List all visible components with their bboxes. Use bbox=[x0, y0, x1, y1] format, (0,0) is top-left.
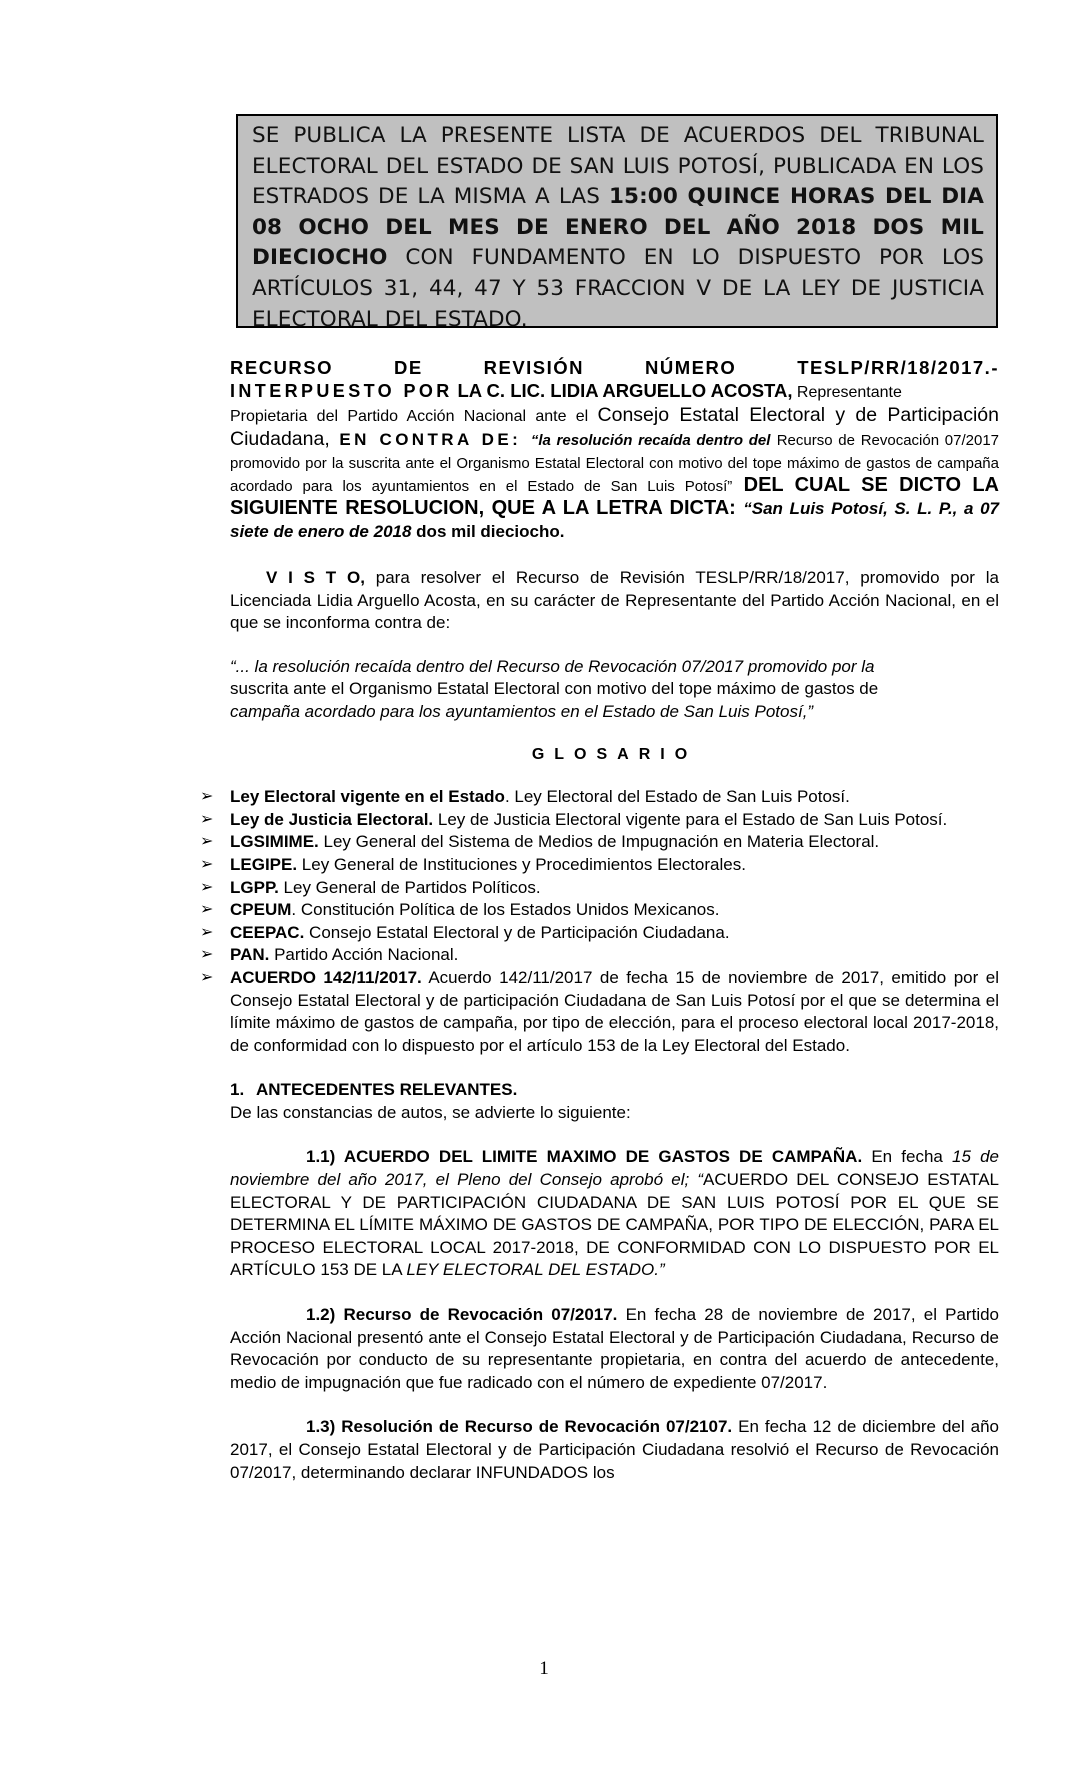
glossary-list bbox=[200, 786, 999, 1057]
publication-notice-box bbox=[236, 114, 998, 332]
antecedent-title: 1.3) Resolución de Recurso de Revocación 07/2107. bbox=[306, 1417, 733, 1437]
glossary-item bbox=[200, 967, 999, 1057]
arrow-bullet-icon: ➢ bbox=[200, 788, 214, 806]
representative-name: LA C. LIC. LIDIA ARGUELLO ACOSTA, bbox=[457, 380, 793, 401]
caption-word: REVISIÓN bbox=[483, 357, 585, 378]
glossary-definition: Ley General de Instituciones y Procedimientos Electorales. bbox=[297, 854, 746, 874]
glossary-term: LGSIMIME. bbox=[230, 832, 319, 852]
representative-role-cont: Propietaria del Partido Acción Nacional ante el bbox=[230, 408, 598, 425]
arrow-bullet-icon: ➢ bbox=[200, 833, 214, 851]
glossary-term: PAN. bbox=[230, 945, 270, 965]
interpuesto-label: INTERPUESTO POR bbox=[230, 381, 453, 401]
case-number-line bbox=[230, 356, 999, 379]
visto-text: para resolver el Recurso de Revisión TESLP/RR/18/2017, promovido por la Licenciada Lidia Arguello Acosta, en su carácter de Representante del Partido Acción Nacional, en el que se inconforma contra de: bbox=[230, 568, 999, 633]
notice-date-bold: 15:00 QUINCE HORAS DEL DIA 08 OCHO DEL MES DE ENERO DEL AÑO 2018 DOS MIL DIECIOCHO bbox=[252, 184, 985, 271]
antecedent-title: 1.2) Recurso de Revocación 07/2017. bbox=[306, 1305, 618, 1325]
glossary-item bbox=[200, 809, 999, 832]
section-title: ANTECEDENTES RELEVANTES. bbox=[256, 1080, 518, 1100]
glossary-term: LGPP. bbox=[230, 877, 279, 897]
dateline: “San Luis Potosí, S. L. P., a 07 siete de enero de 2018 bbox=[230, 499, 1000, 541]
case-number: TESLP/RR/18/2017.- bbox=[797, 357, 999, 378]
antecedentes-intro: De las constancias de autos, se advierte lo siguiente: bbox=[230, 1102, 631, 1122]
agreement-title-end: LEY ELECTORAL DEL ESTADO.” bbox=[406, 1260, 665, 1280]
glossary-item bbox=[200, 944, 999, 967]
dateline-end: dos mil dieciocho. bbox=[416, 522, 565, 541]
glossary-item bbox=[200, 831, 999, 854]
caption-word: RECURSO bbox=[230, 357, 334, 378]
page-number: 1 bbox=[539, 1658, 549, 1679]
glossary-definition: Ley General del Sistema de Medios de Impugnación en Materia Electoral. bbox=[318, 832, 880, 852]
glossary-definition: Partido Acción Nacional. bbox=[269, 945, 459, 965]
antecedent-1-2 bbox=[230, 1304, 999, 1394]
consejo-name: Consejo Estatal Electoral y de Participación Ciudadana, bbox=[230, 404, 1000, 450]
glossary-item bbox=[200, 922, 999, 945]
challenged-act-text: Recurso de Revocación 07/2017 promovido por la suscrita ante el Organismo Estatal Electoral con motivo del tope máximo de gastos de campaña acordado para los ayuntamientos en el Estado de San Luis Potosí” bbox=[230, 432, 1000, 495]
section-number: 1. bbox=[230, 1080, 245, 1100]
arrow-bullet-icon: ➢ bbox=[200, 946, 214, 964]
arrow-bullet-icon: ➢ bbox=[200, 968, 214, 986]
glossary-definition: Ley General de Partidos Políticos. bbox=[278, 877, 541, 897]
document-body bbox=[200, 356, 1000, 1484]
resolution-intro: DEL CUAL SE DICTO LA SIGUIENTE RESOLUCION, QUE A LA LETRA DICTA: bbox=[230, 474, 999, 519]
quote-line: campaña acordado para los ayuntamientos en el Estado de San Luis Potosí,” bbox=[230, 701, 814, 721]
antecedent-text: En fecha 28 de noviembre de 2017, el Partido Acción Nacional presentó ante el Consejo Estatal Electoral y de Participación Ciudadana, Recurso de Revocación por conducto de su representante propietaria, en contra del acuerdo de antecedente, medio de impugnación que fue radicado con el número de expediente 07/2017. bbox=[230, 1305, 1000, 1392]
notice-text-end: CON FUNDAMENTO EN LO DISPUESTO POR LOS ARTÍCULOS 31, 44, 47 Y 53 FRACCION V DE LA LEY DE JUSTICIA ELECTORAL DEL ESTADO. bbox=[252, 245, 984, 332]
visto-paragraph bbox=[230, 567, 999, 635]
glossary-item bbox=[200, 899, 999, 922]
glossary-definition: Consejo Estatal Electoral y de Participación Ciudadana. bbox=[304, 922, 730, 942]
arrow-bullet-icon: ➢ bbox=[200, 878, 214, 896]
challenged-act-block-quote bbox=[230, 656, 999, 724]
antecedentes-heading bbox=[230, 1079, 999, 1102]
glossary-term: LEGIPE. bbox=[230, 854, 298, 874]
quote-line: suscrita ante el Organismo Estatal Electoral con motivo del tope máximo de gastos de bbox=[230, 679, 879, 699]
antecedent-1-3 bbox=[230, 1416, 999, 1484]
glossary-term: ACUERDO 142/11/2017. bbox=[230, 967, 422, 987]
glossary-term: CEEPAC. bbox=[230, 922, 305, 942]
antecedent-italic: 15 de noviembre del año 2017, el Pleno del Consejo aprobó el; “ bbox=[230, 1147, 999, 1190]
glossary-term: Ley Electoral vigente en el Estado bbox=[230, 787, 505, 807]
glossary-item bbox=[200, 854, 999, 877]
glossary-item bbox=[200, 786, 999, 809]
antecedent-text: En fecha 12 de diciembre del año 2017, el Consejo Estatal Electoral y de Participación Ciudadana resolvió el Recurso de Revocación 07/2017, determinando declarar INFUNDADOS los bbox=[230, 1417, 999, 1482]
caption-word: DE bbox=[393, 357, 423, 378]
quote-line: “... la resolución recaída dentro del Recurso de Revocación 07/2017 promovido por la bbox=[230, 656, 875, 676]
glossary-term: CPEUM bbox=[230, 900, 292, 920]
antecedent-1-1 bbox=[230, 1146, 999, 1282]
arrow-bullet-icon: ➢ bbox=[200, 923, 214, 941]
glossary-definition: . Constitución Política de los Estados Unidos Mexicanos. bbox=[291, 900, 720, 920]
visto-label: V I S T O, bbox=[266, 568, 365, 587]
glossary-definition: Acuerdo 142/11/2017 de fecha 15 de noviembre de 2017, emitido por el Consejo Estatal Electoral y de participación Ciudadana de San Luis Potosí por el que se determina el límite máximo de gastos de campaña, por tipo de elección, para el proceso electoral local 2017-2018, de conformidad con lo dispuesto por el artículo 153 de la Ley Electoral del Estado. bbox=[230, 967, 999, 1055]
glossary-item bbox=[200, 877, 999, 900]
arrow-bullet-icon: ➢ bbox=[200, 855, 214, 873]
antecedent-title: 1.1) ACUERDO DEL LIMITE MAXIMO DE GASTOS DE CAMPAÑA. bbox=[306, 1147, 863, 1167]
case-caption bbox=[230, 379, 999, 543]
glossary-definition: Ley de Justicia Electoral vigente para el Estado de San Luis Potosí. bbox=[433, 809, 948, 829]
agreement-title-caps: ACUERDO DEL CONSEJO ESTATAL ELECTORAL Y DE PARTICIPACIÓN CIUDADANA DE SAN LUIS POTOSÍ POR EL QUE SE DETERMINA EL LÍMITE MÁXIMO DE GASTOS DE CAMPAÑA, POR TIPO DE ELECCIÓN, PARA EL PROCESO ELECTORAL LOCAL 2017-2018, DE CONFORMIDAD CON LO DISPUESTO POR EL ARTÍCULO 153 DE LA bbox=[230, 1170, 999, 1280]
notice-text-start: SE PUBLICA LA PRESENTE LISTA DE ACUERDOS DEL TRIBUNAL ELECTORAL DEL ESTADO DE SAN LUIS POTOSÍ, PUBLICADA EN LOS ESTRADOS DE LA MISMA A LAS bbox=[252, 123, 984, 210]
arrow-bullet-icon: ➢ bbox=[200, 901, 214, 919]
representative-role: Representante bbox=[792, 384, 902, 401]
antecedent-text: En fecha bbox=[862, 1147, 953, 1167]
glossary-definition: . Ley Electoral del Estado de San Luis Potosí. bbox=[504, 787, 850, 807]
glossary-term: Ley de Justicia Electoral. bbox=[230, 809, 434, 829]
caption-word: NÚMERO bbox=[645, 357, 737, 378]
en-contra-label: EN CONTRA DE: bbox=[329, 430, 531, 449]
challenged-act-quote: “la resolución recaída dentro del bbox=[530, 432, 771, 449]
glosario-heading: GLOSARIO bbox=[531, 745, 698, 763]
arrow-bullet-icon: ➢ bbox=[200, 810, 214, 828]
